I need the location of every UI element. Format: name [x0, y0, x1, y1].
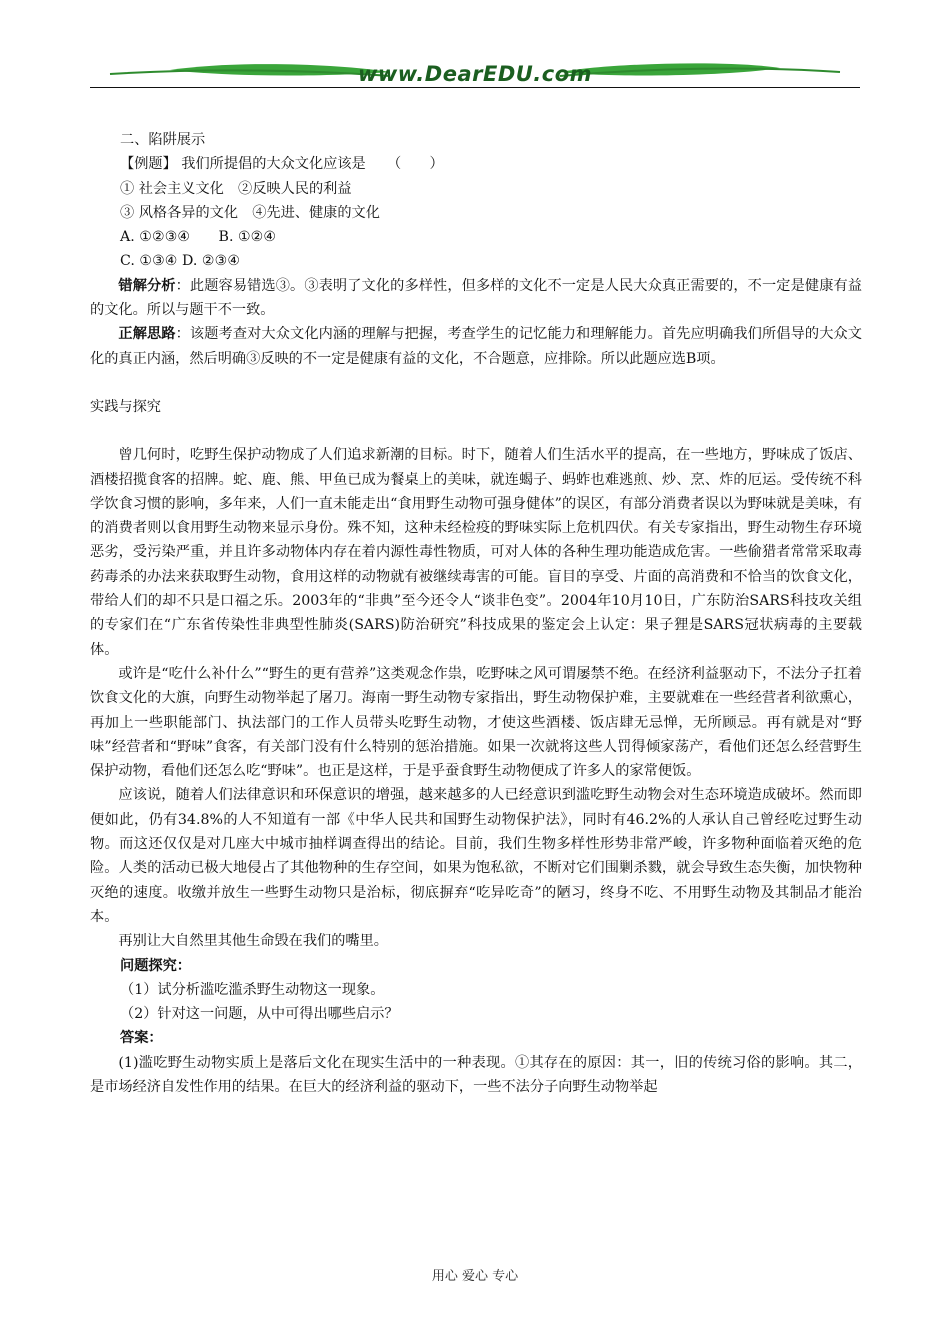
wrong-analysis-label: 错解分析 [118, 277, 176, 294]
choice-line-1: A. ①②③④ B. ①②④ [120, 229, 277, 246]
section-title-practice: 实践与探究 [90, 398, 161, 415]
answer-text: (1)滥吃野生动物实质上是落后文化在现实生活中的一种表现。①其存在的原因：其一，旧的传统习俗的影响。其二，是市场经济自发性作用的结果。在巨大的经济利益的驱动下，一些不法分子向野生动物举起 [90, 1054, 862, 1095]
choice-line-2: C. ①③④ D. ②③④ [120, 253, 241, 270]
paragraph-1: 曾几何时，吃野生保护动物成了人们追求新潮的目标。时下，随着人们生活水平的提高，在一些地方，野味成了饭店、酒楼招揽食客的招牌。蛇、鹿、熊、甲鱼已成为餐桌上的美味，就连蝎子、蚂蚱也难逃煎、炒、烹、炸的厄运。受传统不科学饮食习惯的影响，多年来，人们一直未能走出“食用野生动物可强身健体”的误区，有部分消费者误以为野味就是美味，有的消费者则以食用野生动物来显示身份。殊不知，这种未经检疫的野味实际上危机四伏。有关专家指出，野生动物生存环境恶劣，受污染严重，并且许多动物体内存在着内源性毒性物质，可对人体的各种生理功能造成危害。一些偷猎者常常采取毒药毒杀的办法来获取野生动物，食用这样的动物就有被继续毒害的可能。盲目的享受、片面的高消费和不恰当的饮食文化，带给人们的却不只是口福之乐。2003年的“非典”至今还令人“谈非色变”。2004年10月10日，广东防治SARS科技攻关组的专家们在“广东省传染性非典型性肺炎(SARS)防治研究”科技成果的鉴定会上认定：果子狸是SARS冠状病毒的主要载体。 [90, 447, 862, 658]
paragraph-2: 或许是“吃什么补什么”“野生的更有营养”这类观念作祟，吃野味之风可谓屡禁不绝。在经济利益驱动下，不法分子扛着饮食文化的大旗，向野生动物举起了屠刀。海南一野生动物专家指出，野生动物保护难，主要就难在一些经营者利欲熏心，再加上一些职能部门、执法部门的工作人员带头吃野生动物，才使这些酒楼、饭店肆无忌惮，无所顾忌。再有就是对“野味”经营者和“野味”食客，有关部门没有什么特别的惩治措施。如果一次就将这些人罚得倾家荡产，看他们还怎么经营野生保护动物，看他们还怎么吃“野味”。也正是这样，于是乎蚕食野生动物便成了许多人的家常便饭。 [90, 665, 862, 780]
paragraph-4: 再别让大自然里其他生命毁在我们的嘴里。 [118, 933, 388, 950]
section-title-trap: 二、陷阱展示 [120, 132, 206, 148]
page-footer: 用心 爱心 专心 [431, 1269, 519, 1284]
header-divider [90, 87, 860, 88]
right-approach [90, 322, 862, 371]
wrong-analysis-text: ：此题容易错选③。③表明了文化的多样性，但多样的文化不一定是人民大众真正需要的，不一定是健康有益的文化。所以与题干不一致。 [90, 277, 862, 319]
option-line-2: ③ 风格各异的文化 ④先进、健康的文化 [120, 204, 380, 221]
example-label: 【例题】 [120, 156, 177, 173]
example-question [90, 152, 862, 176]
question-label: 问题探究： [120, 957, 191, 974]
right-approach-text: ：该题考查对大众文化内涵的理解与把握，考查学生的记忆能力和理解能力。首先应明确我们所倡导的大众文化的真正内涵，然后明确③反映的不一定是健康有益的文化，不合题意，应排除。所以此题应选B项。 [90, 326, 862, 367]
right-approach-label: 正解思路 [118, 326, 176, 343]
site-logo[interactable]: www.DearEDU.com [357, 62, 593, 86]
question-2: （2）针对这一问题，从中可得出哪些启示？ [120, 1006, 399, 1023]
site-header-banner [90, 58, 860, 90]
example-text: 我们所提倡的大众文化应该是 （ ） [181, 156, 444, 173]
answer-label: 答案： [120, 1030, 163, 1047]
option-line-1: ① 社会主义文化 ②反映人民的利益 [120, 180, 352, 197]
wrong-analysis [90, 274, 862, 323]
paragraph-3: 应该说，随着人们法律意识和环保意识的增强，越来越多的人已经意识到滥吃野生动物会对生态环境造成破坏。然而即便如此，仍有34.8%的人不知道有一部《中华人民共和国野生动物保护法》，同时有46.2%的人承认自己曾经吃过野生动物。而这还仅仅是对几座大中城市抽样调查得出的结论。目前，我们生物多样性形势非常严峻，许多物种面临着灭绝的危险。人类的活动已极大地侵占了其他物种的生存空间，如果为饱私欲，不断对它们围剿杀戮，就会导致生态失衡，加快物种灭绝的速度。收缴并放生一些野生动物只是治标，彻底摒弃“吃异吃奇”的陋习，终身不吃、不用野生动物及其制品才能治本。 [90, 787, 862, 925]
question-1: （1）试分析滥吃滥杀野生动物这一现象。 [120, 981, 385, 998]
document-body [90, 128, 862, 1099]
